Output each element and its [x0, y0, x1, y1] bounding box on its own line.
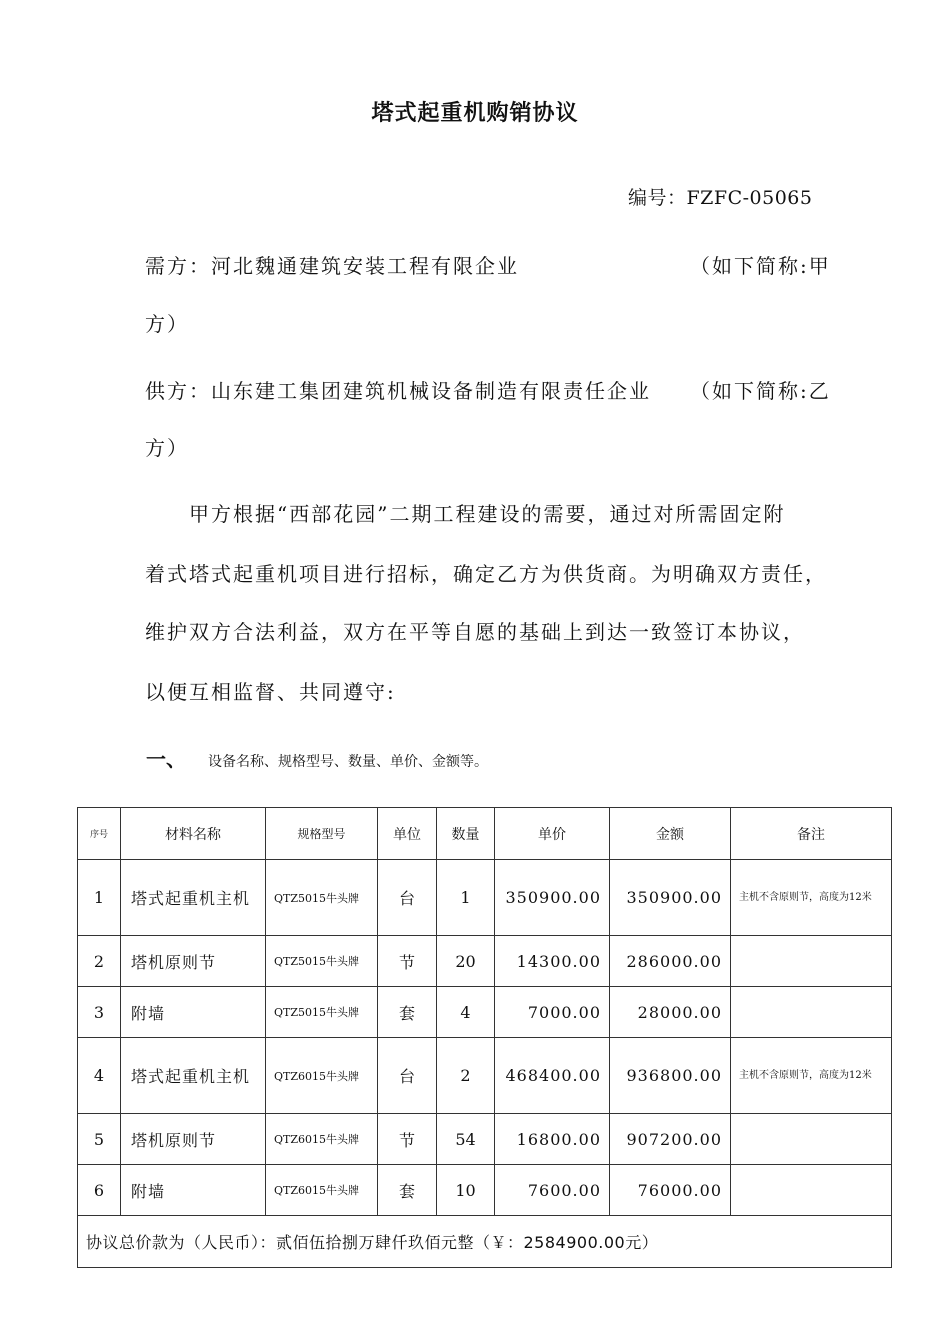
cell-seq: 2	[78, 936, 121, 987]
cell-unit: 节	[378, 1114, 437, 1165]
cell-price: 14300.00	[495, 936, 610, 987]
buyer-line: 需方：河北魏通建筑安装工程有限企业	[145, 254, 519, 278]
cell-price: 350900.00	[495, 860, 610, 936]
section-text: 设备名称、规格型号、数量、单价、金额等。	[208, 754, 488, 770]
supplier-line: 供方：山东建工集团建筑机械设备制造有限责任企业	[145, 379, 651, 403]
cell-unit: 套	[378, 1165, 437, 1216]
intro-paragraph-line: 维护双方合法利益，双方在平等自愿的基础上到达一致签订本协议，	[145, 620, 805, 644]
header-unit: 单位	[378, 808, 437, 860]
cell-model: QTZ5015牛头牌	[266, 936, 378, 987]
cell-qty: 2	[437, 1038, 495, 1114]
intro-paragraph-line: 以便互相监督、共同遵守:	[145, 680, 396, 704]
intro-paragraph-line: 甲方根据“西部花园”二期工程建设的需要，通过对所需固定附	[145, 502, 786, 526]
header-price: 单价	[495, 808, 610, 860]
table-row	[78, 860, 892, 936]
header-note: 备注	[731, 808, 892, 860]
total-amount: 协议总价款为（人民币）：贰佰伍拾捌万肆仟玖佰元整（￥：2584900.00元）	[78, 1216, 892, 1268]
cell-name: 塔机原则节	[121, 1114, 266, 1165]
cell-amount: 286000.00	[610, 936, 731, 987]
buyer-abbreviation-continued: 方）	[145, 312, 189, 336]
cell-note: 主机不含原则节，高度为12米	[731, 1038, 892, 1114]
cell-model: QTZ5015牛头牌	[266, 860, 378, 936]
buyer-abbreviation: （如下简称:甲	[690, 254, 831, 278]
cell-amount: 28000.00	[610, 987, 731, 1038]
cell-amount: 76000.00	[610, 1165, 731, 1216]
cell-name: 附墙	[121, 987, 266, 1038]
cell-note	[731, 936, 892, 987]
cell-model: QTZ6015牛头牌	[266, 1165, 378, 1216]
cell-qty: 20	[437, 936, 495, 987]
cell-price: 7600.00	[495, 1165, 610, 1216]
header-model: 规格型号	[266, 808, 378, 860]
cell-unit: 节	[378, 936, 437, 987]
cell-seq: 4	[78, 1038, 121, 1114]
cell-unit: 台	[378, 860, 437, 936]
cell-model: QTZ6015牛头牌	[266, 1114, 378, 1165]
cell-seq: 6	[78, 1165, 121, 1216]
table-row	[78, 1038, 892, 1114]
total-row	[78, 1216, 892, 1268]
cell-seq: 5	[78, 1114, 121, 1165]
cell-price: 16800.00	[495, 1114, 610, 1165]
cell-qty: 1	[437, 860, 495, 936]
header-name: 材料名称	[121, 808, 266, 860]
document-title: 塔式起重机购销协议	[371, 101, 579, 126]
cell-note	[731, 987, 892, 1038]
cell-unit: 套	[378, 987, 437, 1038]
header-seq: 序号	[78, 808, 121, 860]
cell-amount: 350900.00	[610, 860, 731, 936]
table-row	[78, 1114, 892, 1165]
cell-qty: 10	[437, 1165, 495, 1216]
cell-model: QTZ6015牛头牌	[266, 1038, 378, 1114]
table-row	[78, 936, 892, 987]
section-heading	[146, 743, 488, 772]
cell-qty: 54	[437, 1114, 495, 1165]
cell-name: 附墙	[121, 1165, 266, 1216]
header-amount: 金额	[610, 808, 731, 860]
cell-unit: 台	[378, 1038, 437, 1114]
cell-price: 468400.00	[495, 1038, 610, 1114]
cell-amount: 907200.00	[610, 1114, 731, 1165]
table-row	[78, 1165, 892, 1216]
intro-paragraph-line: 着式塔式起重机项目进行招标，确定乙方为供货商。为明确双方责任，	[145, 562, 827, 586]
cell-model: QTZ5015牛头牌	[266, 987, 378, 1038]
cell-name: 塔式起重机主机	[121, 860, 266, 936]
cell-name: 塔机原则节	[121, 936, 266, 987]
cell-amount: 936800.00	[610, 1038, 731, 1114]
cell-name: 塔式起重机主机	[121, 1038, 266, 1114]
supplier-abbreviation: （如下简称:乙	[690, 379, 831, 403]
section-number: 一、	[146, 747, 186, 771]
cell-price: 7000.00	[495, 987, 610, 1038]
cell-note: 主机不含原则节，高度为12米	[731, 860, 892, 936]
cell-note	[731, 1114, 892, 1165]
cell-qty: 4	[437, 987, 495, 1038]
table-row	[78, 987, 892, 1038]
equipment-table	[77, 807, 892, 1268]
header-qty: 数量	[437, 808, 495, 860]
cell-note	[731, 1165, 892, 1216]
supplier-abbreviation-continued: 方）	[145, 436, 189, 460]
document-number: 编号：FZFC-05065	[628, 187, 813, 209]
cell-seq: 3	[78, 987, 121, 1038]
table-header-row	[78, 808, 892, 860]
cell-seq: 1	[78, 860, 121, 936]
